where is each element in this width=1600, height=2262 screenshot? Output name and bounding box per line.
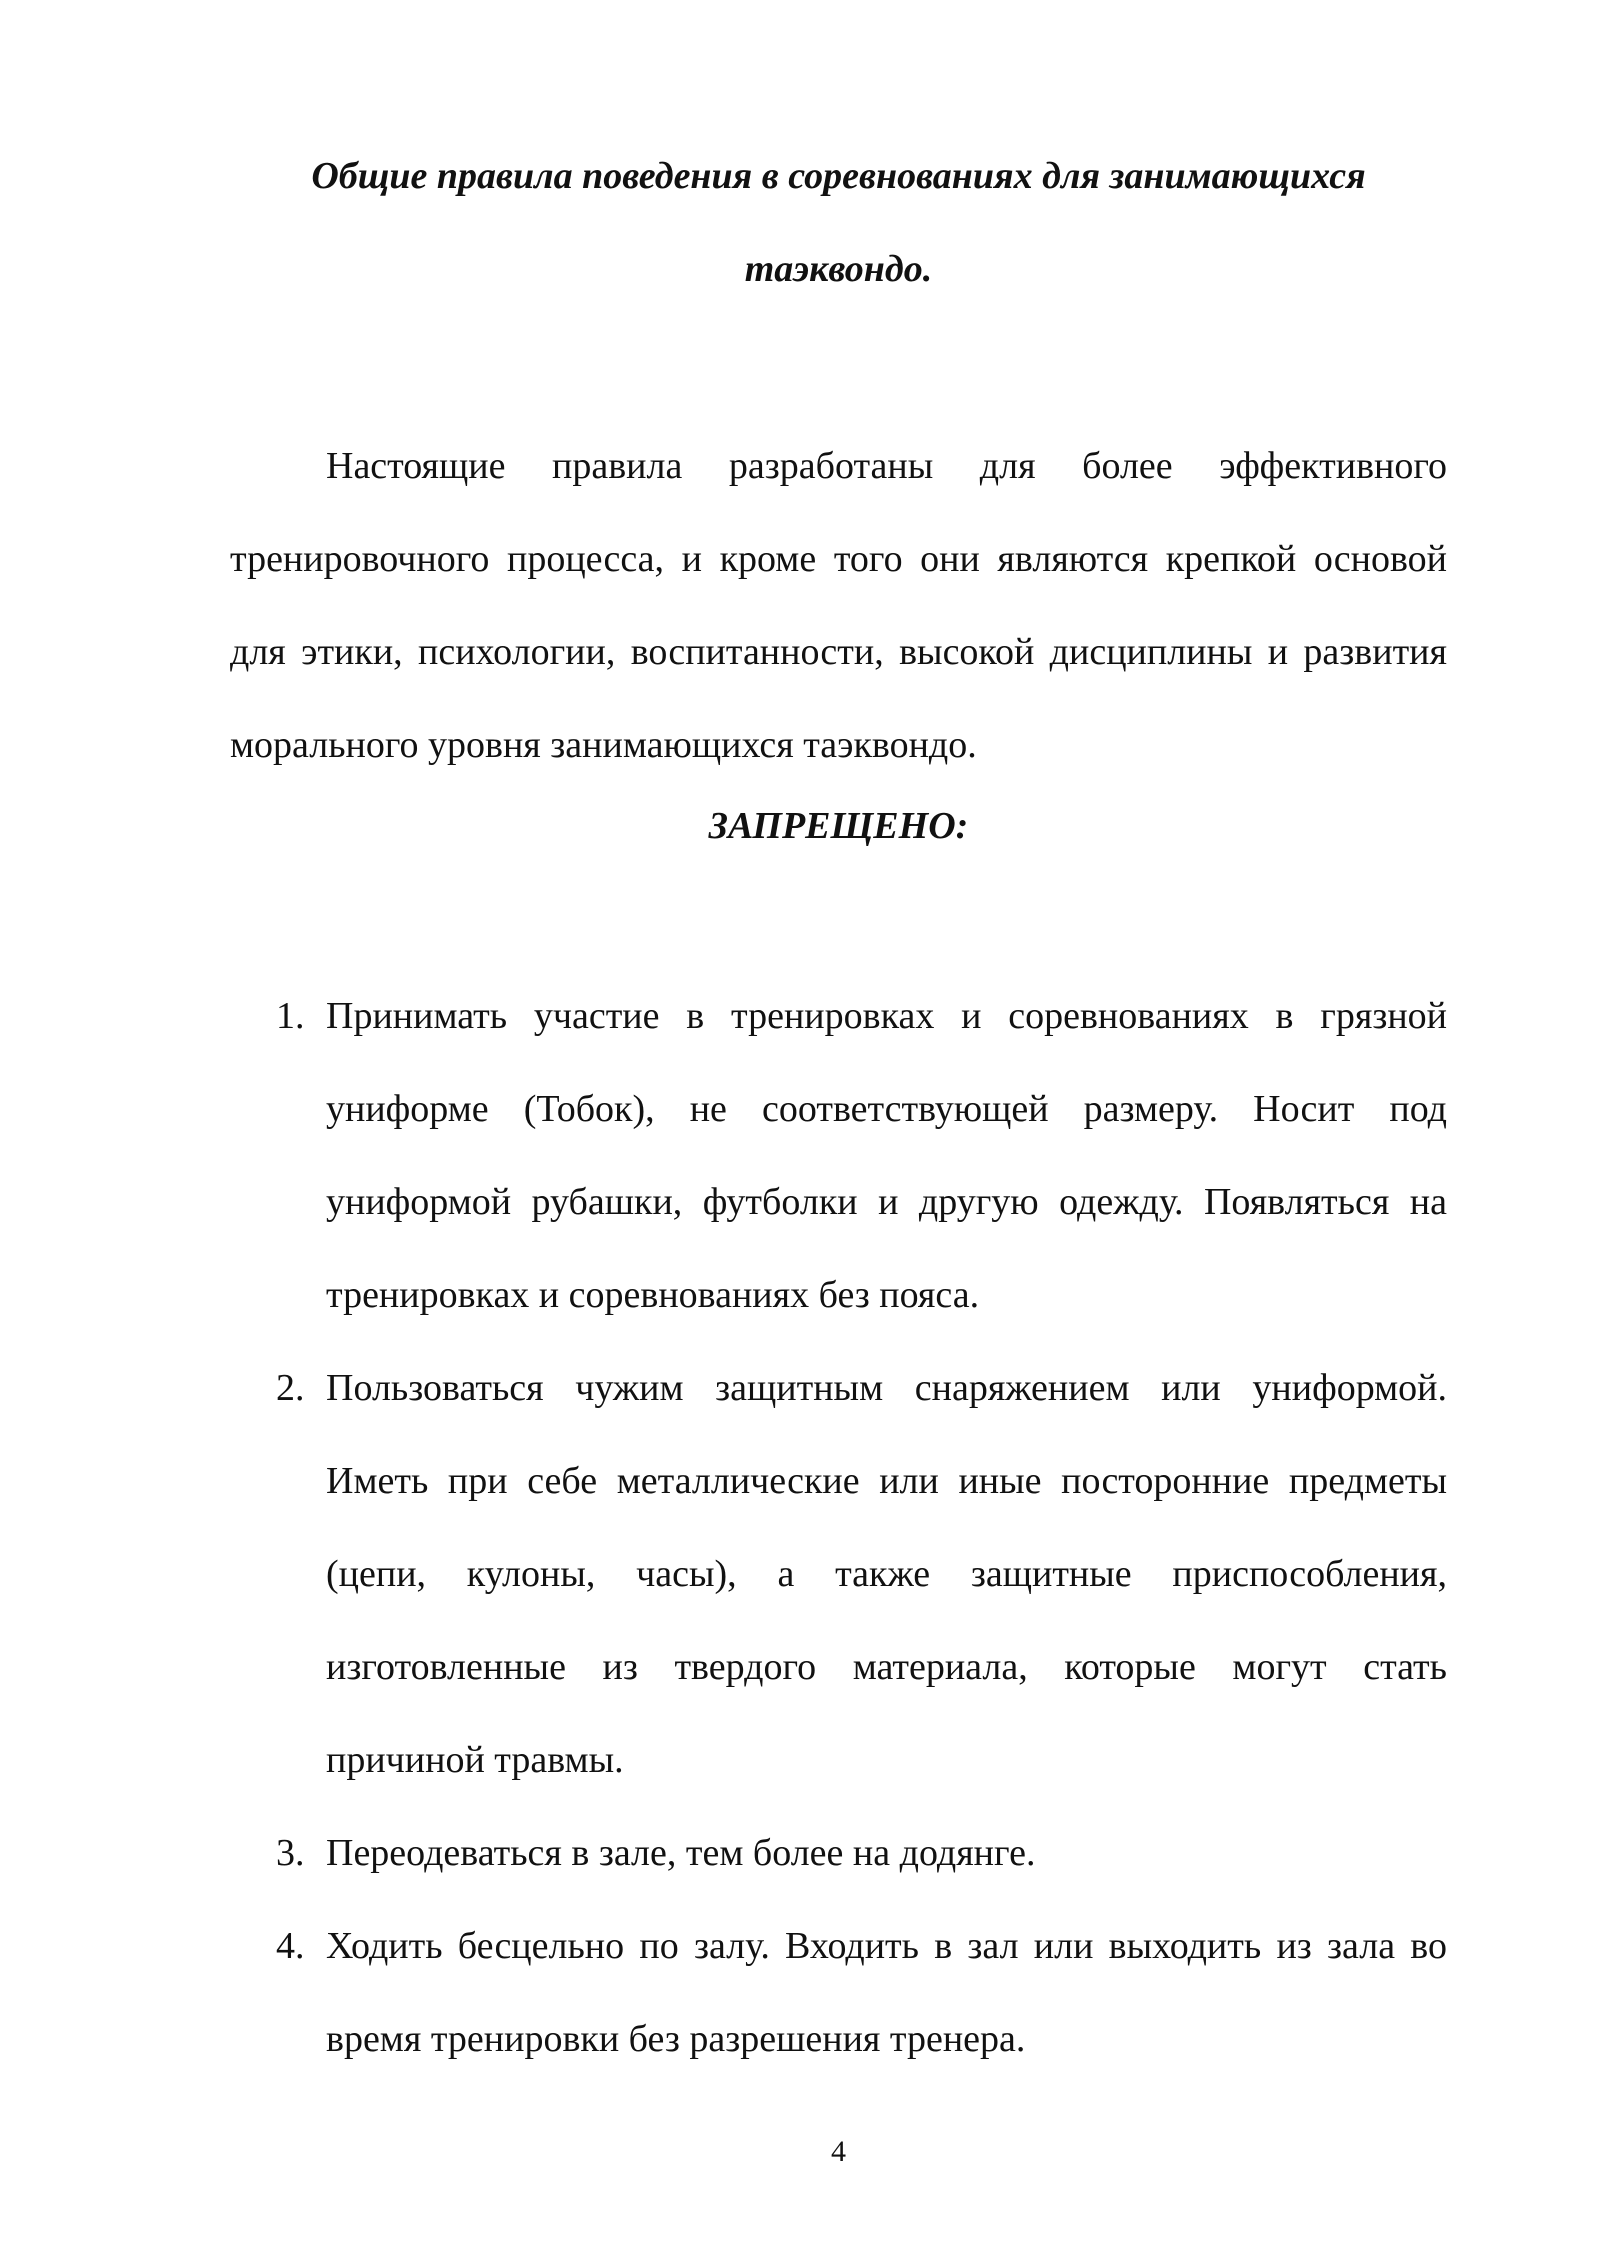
rule-item	[230, 1342, 1447, 1807]
rule-item	[230, 1900, 1447, 2086]
rule-text: Переодеваться в зале, тем более на додянге.	[326, 1832, 1036, 1874]
rule-text: Ходить бесцельно по залу. Входить в зал или выходить из зала во время тренировки без разрешения тренера.	[326, 1925, 1447, 2060]
document-title-line-2: таэквондо.	[744, 248, 933, 290]
rules-list	[230, 970, 1447, 2086]
rule-number: 3.	[276, 1832, 305, 1874]
rule-item	[230, 970, 1447, 1342]
rule-text: Пользоваться чужим защитным снаряжением или униформой. Иметь при себе металлические или иные посторонние предметы (цепи, кулоны, часы), а также защитные приспособления, изготовленные из твердого материала, которые могут стать причиной травмы.	[326, 1367, 1447, 1781]
intro-paragraph: Настоящие правила разработаны для более эффективного тренировочного процесса, и кроме того они являются крепкой основой для этики, психологии, воспитанности, высокой дисциплины и развития морального уровня занимающихся таэквондо.	[230, 445, 1447, 766]
document-title-line-1: Общие правила поведения в соревнованиях для занимающихся	[311, 155, 1366, 197]
rule-number: 1.	[276, 995, 305, 1037]
section-heading: ЗАПРЕЩЕНО:	[708, 805, 969, 847]
document-page	[230, 0, 1447, 2262]
page-number: 4	[831, 2135, 846, 2168]
rule-item	[230, 1807, 1447, 1900]
rule-number: 4.	[276, 1925, 305, 1967]
rule-text: Принимать участие в тренировках и соревнованиях в грязной униформе (Тобок), не соответствующей размеру. Носит под униформой рубашки, футболки и другую одежду. Появляться на тренировках и соревнованиях без пояса.	[326, 995, 1447, 1316]
rule-number: 2.	[276, 1367, 305, 1409]
